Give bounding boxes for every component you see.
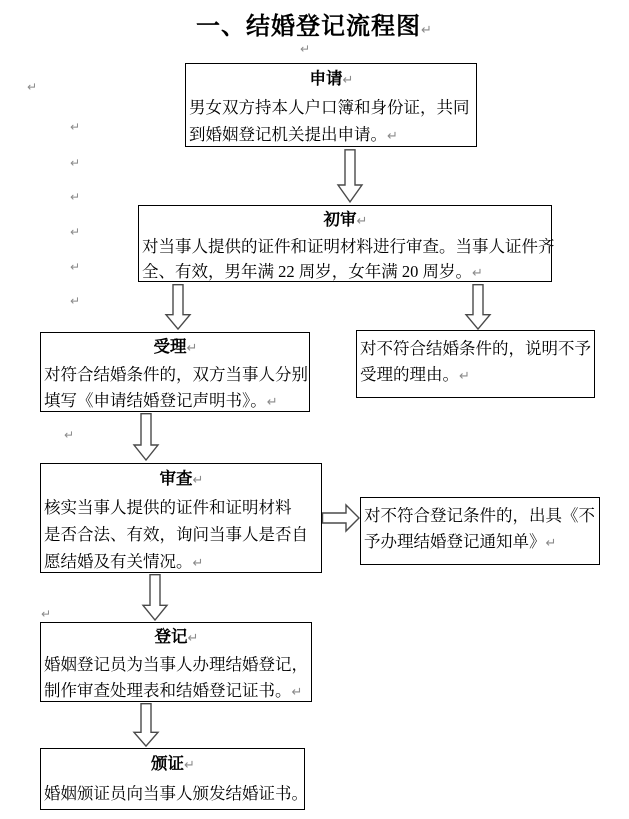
- box-title-text: 登记: [154, 627, 188, 646]
- paragraph-mark-icon: ↵: [187, 631, 199, 646]
- flow-arrow-down-icon: [335, 149, 365, 203]
- box-title: [44, 465, 319, 494]
- box-line: [189, 121, 474, 150]
- box-line: [44, 548, 319, 577]
- paragraph-mark-icon: ↵: [387, 129, 398, 144]
- flow-box-review: [138, 205, 555, 282]
- paragraph-mark-icon: ↵: [70, 225, 81, 239]
- box-title-text: 颁证: [151, 754, 185, 773]
- box-title-text: 受理: [153, 337, 187, 356]
- box-line-text: 予办理结婚登记通知单》: [364, 532, 546, 551]
- paragraph-mark-icon: ↵: [70, 190, 81, 204]
- paragraph-mark-icon: ↵: [70, 156, 81, 170]
- box-line: [142, 259, 549, 286]
- paragraph-mark-icon: ↵: [459, 369, 470, 384]
- paragraph-mark-icon: ↵: [184, 758, 195, 773]
- box-line: 核实当事人提供的证件和证明材料: [44, 498, 292, 517]
- flow-arrow-down-icon: [140, 574, 170, 621]
- paragraph-mark-icon: ↵: [291, 685, 303, 700]
- box-line: 对当事人提供的证件和证明材料进行审查。当事人证件齐: [142, 237, 555, 256]
- page-title: [0, 6, 629, 41]
- flow-arrow-down-icon: [131, 413, 161, 461]
- box-line: [364, 529, 597, 557]
- flow-box-reject-accept: [356, 330, 595, 398]
- flow-arrow-down-icon: [131, 703, 161, 747]
- paragraph-mark-icon: ↵: [472, 266, 483, 281]
- flow-box-reject-register: [360, 497, 600, 565]
- paragraph-mark-icon: ↵: [70, 260, 81, 274]
- page-title-text: 一、结婚登记流程图: [196, 14, 422, 40]
- box-title: [44, 624, 309, 652]
- box-line-text: 全、有效，男年满 22 周岁，女年满 20 周岁。: [142, 262, 472, 281]
- flow-box-examine: [40, 463, 322, 573]
- box-line-text: 受理的理由。: [360, 365, 459, 384]
- flow-box-certify: [40, 748, 308, 810]
- paragraph-mark-icon: ↵: [64, 428, 75, 442]
- box-line-text: 愿结婚及有关情况。: [44, 552, 193, 571]
- box-line: 婚姻登记员为当事人办理结婚登记，: [44, 655, 308, 674]
- box-title: [142, 207, 549, 234]
- flow-arrow-down-icon: [163, 284, 193, 330]
- paragraph-mark-icon: ↵: [342, 73, 354, 88]
- box-title-text: 审查: [159, 469, 193, 488]
- box-line-text: 到婚姻登记机关提出申请。: [189, 125, 387, 144]
- box-line: 对不符合结婚条件的，说明不予: [360, 339, 591, 358]
- paragraph-mark-icon: ↵: [266, 395, 278, 410]
- box-line: [44, 678, 309, 706]
- paragraph-mark-icon: ↵: [41, 607, 52, 621]
- box-title: [189, 65, 474, 94]
- paragraph-mark-icon: ↵: [421, 23, 433, 38]
- box-line: 婚姻颁证员向当事人颁发结婚证书。: [44, 784, 308, 803]
- box-line-text: 制作审查处理表和结婚登记证书。: [44, 681, 292, 700]
- box-line: 是否合法、有效，询问当事人是否自: [44, 525, 308, 544]
- flow-box-register: [40, 622, 312, 702]
- paragraph-mark-icon: ↵: [70, 120, 81, 134]
- flow-arrow-down-icon: [463, 284, 493, 330]
- paragraph-mark-icon: ↵: [192, 473, 204, 488]
- paragraph-mark-icon: ↵: [27, 80, 38, 94]
- box-title-text: 初审: [323, 210, 357, 229]
- paragraph-mark-icon: ↵: [186, 341, 198, 356]
- box-line-text: 填写《申请结婚登记声明书》。: [44, 391, 267, 410]
- flow-arrow-right-icon: [322, 503, 360, 533]
- box-line: 对不符合登记条件的，出具《不: [364, 506, 595, 525]
- box-title: [44, 750, 302, 780]
- box-line: [360, 362, 592, 390]
- paragraph-mark-icon: ↵: [356, 214, 368, 229]
- paragraph-mark-icon: ↵: [300, 42, 311, 56]
- box-title: [44, 334, 307, 362]
- box-title-text: 申请: [309, 69, 343, 88]
- paragraph-mark-icon: ↵: [192, 556, 204, 571]
- box-line: 对符合结婚条件的，双方当事人分别: [44, 365, 308, 384]
- box-line: 男女双方持本人户口簿和身份证，共同: [189, 98, 470, 117]
- flow-box-apply: [185, 63, 477, 147]
- box-line: [44, 388, 307, 416]
- paragraph-mark-icon: ↵: [70, 294, 81, 308]
- paragraph-mark-icon: ↵: [545, 536, 557, 551]
- flow-box-accept: [40, 332, 310, 412]
